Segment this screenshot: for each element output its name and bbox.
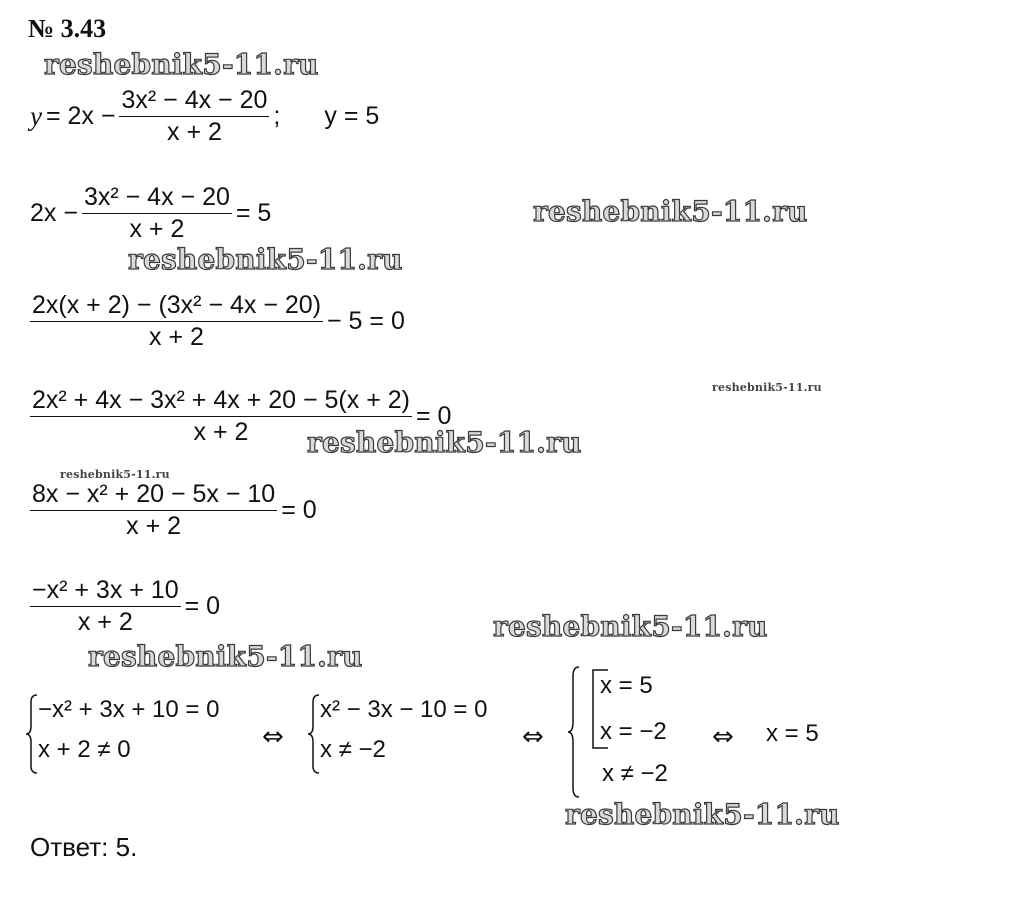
expr-part: = 2x − xyxy=(45,102,116,130)
numerator: 2x² + 4x − 3x² + 4x + 20 − 5(x + 2) xyxy=(30,388,412,417)
equation-step-2 xyxy=(30,185,271,242)
system-a-line2: x + 2 ≠ 0 xyxy=(38,736,131,763)
watermark: reshebnik5-11.ru xyxy=(88,640,363,673)
condition: y = 5 xyxy=(324,102,380,130)
equivalence-arrow: ⇔ xyxy=(712,722,734,752)
system-c-line1: x = 5 xyxy=(600,672,653,699)
system-c xyxy=(566,664,696,800)
rhs: = 5 xyxy=(235,199,272,227)
equation-step-1 xyxy=(30,88,379,145)
equivalence-arrow: ⇔ xyxy=(262,722,284,752)
fraction xyxy=(119,88,269,145)
watermark: reshebnik5-11.ru xyxy=(565,798,840,831)
system-b-line1: x² − 3x − 10 = 0 xyxy=(320,696,488,723)
answer: Ответ: 5. xyxy=(30,832,138,862)
denominator: x + 2 xyxy=(77,608,133,636)
system-a-line1: −x² + 3x + 10 = 0 xyxy=(38,696,220,723)
equivalence-arrow: ⇔ xyxy=(522,722,544,752)
fraction xyxy=(30,293,323,350)
denominator: x + 2 xyxy=(193,418,249,446)
equation-step-3 xyxy=(30,293,405,350)
denominator: x + 2 xyxy=(167,118,222,146)
equation-step-4 xyxy=(30,388,451,445)
numerator: 3x² − 4x − 20 xyxy=(82,185,232,214)
rhs: = 0 xyxy=(415,402,452,430)
fraction xyxy=(30,578,181,635)
rhs: − 5 = 0 xyxy=(327,307,405,335)
fraction xyxy=(30,388,412,445)
rhs: = 0 xyxy=(184,592,221,620)
system-b xyxy=(306,692,526,776)
watermark: reshebnik5-11.ru xyxy=(44,48,319,81)
watermark: reshebnik5-11.ru xyxy=(533,195,808,228)
watermark: reshebnik5-11.ru xyxy=(493,610,768,643)
denominator: x + 2 xyxy=(129,215,185,243)
equation-step-6 xyxy=(30,578,220,635)
final-result: x = 5 xyxy=(766,720,819,747)
numerator: 3x² − 4x − 20 xyxy=(119,88,269,117)
denominator: x + 2 xyxy=(149,323,204,351)
system-c-line3: x ≠ −2 xyxy=(602,760,668,787)
system-a xyxy=(24,692,274,776)
rhs: = 0 xyxy=(281,496,317,524)
system-c-line2: x = −2 xyxy=(600,718,667,745)
system-b-line2: x ≠ −2 xyxy=(320,736,386,763)
function-var: y xyxy=(30,101,42,131)
watermark: reshebnik5-11.ru xyxy=(128,243,403,276)
numerator: 8x − x² + 20 − 5x − 10 xyxy=(30,482,277,511)
watermark-small: reshebnik5-11.ru xyxy=(60,468,170,481)
fraction xyxy=(30,482,277,539)
fraction xyxy=(82,185,232,242)
problem-number: № 3.43 xyxy=(28,14,107,43)
denominator: x + 2 xyxy=(126,512,182,540)
left-brace-icon xyxy=(566,664,582,800)
equation-step-5 xyxy=(30,482,317,539)
numerator: −x² + 3x + 10 xyxy=(30,578,181,607)
separator: ; xyxy=(273,102,281,130)
watermark: reshebnik5-11.ru xyxy=(307,426,582,459)
watermark-small: reshebnik5-11.ru xyxy=(712,381,822,394)
expr-part: 2x − xyxy=(30,199,78,227)
numerator: 2x(x + 2) − (3x² − 4x − 20) xyxy=(30,293,323,322)
